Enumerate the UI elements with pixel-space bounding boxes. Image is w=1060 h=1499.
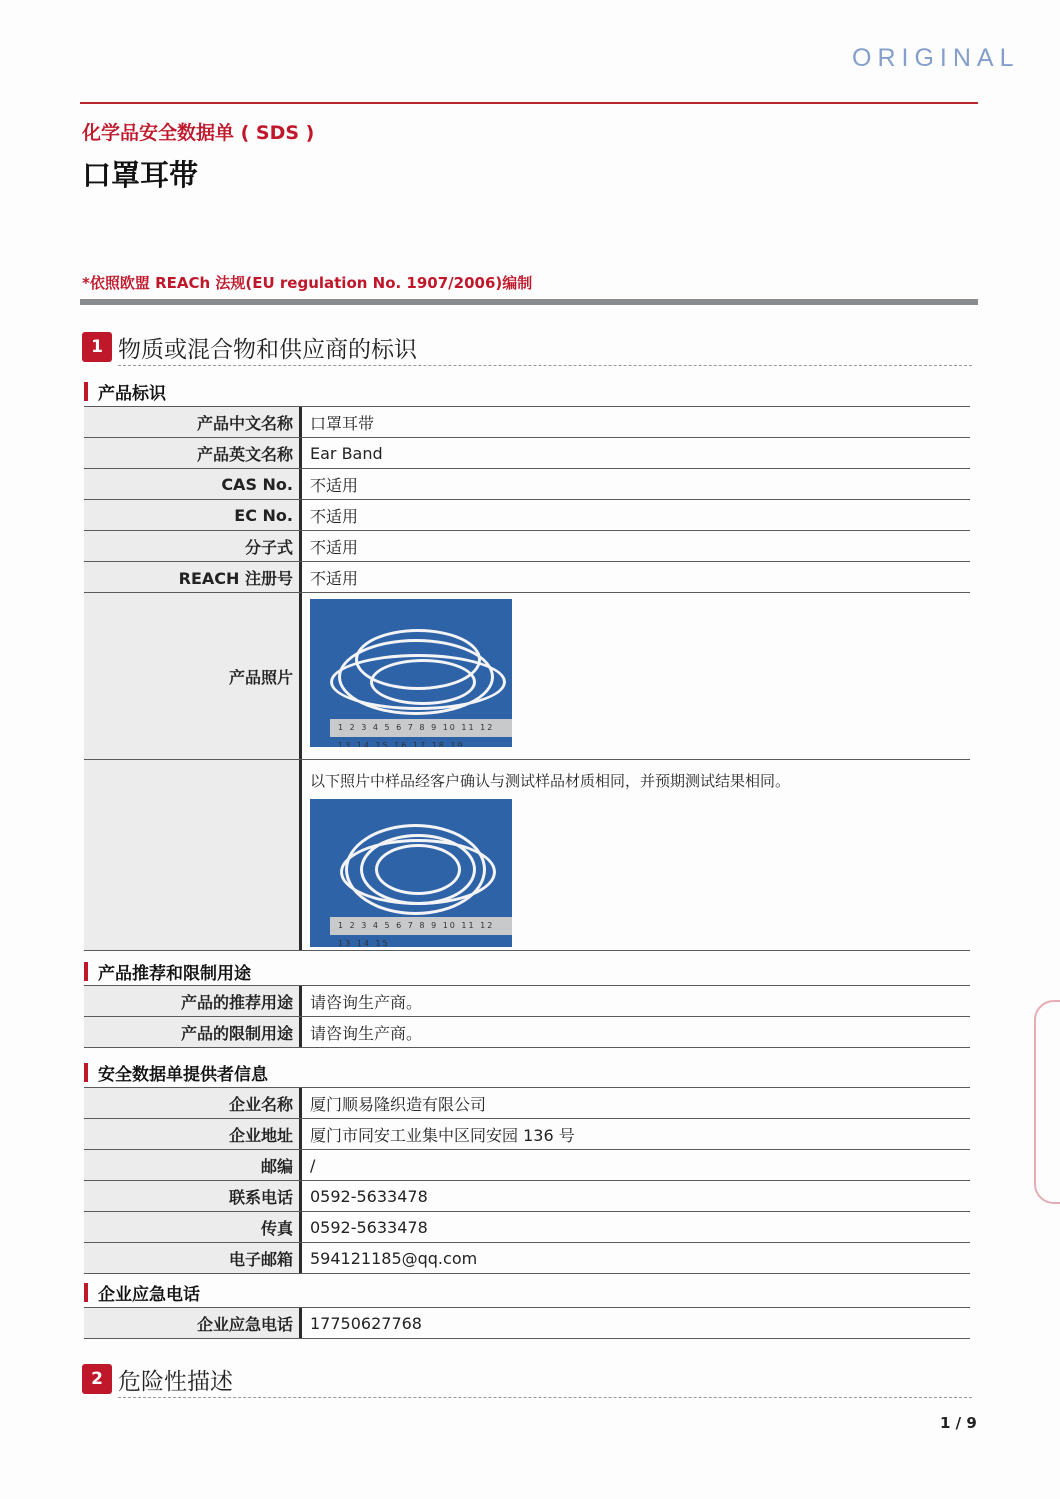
row-label: 传真 bbox=[84, 1212, 302, 1242]
header-rule bbox=[80, 102, 978, 104]
subsection-emergency bbox=[84, 1281, 200, 1303]
row-label: 分子式 bbox=[84, 531, 302, 561]
row-value: 594121185@qq.com bbox=[310, 1248, 478, 1268]
table-row-photo bbox=[84, 593, 970, 760]
row-value: 17750627768 bbox=[310, 1313, 422, 1333]
row-label: EC No. bbox=[84, 500, 302, 530]
row-value: 0592-5633478 bbox=[310, 1217, 428, 1237]
section-rule bbox=[118, 365, 972, 366]
table-row-photo bbox=[84, 760, 970, 951]
table-row bbox=[84, 1212, 970, 1243]
table-row bbox=[84, 1307, 970, 1339]
header-divider bbox=[80, 299, 978, 305]
ruler: 1 2 3 4 5 6 7 8 9 10 11 12 13 14 15 bbox=[330, 917, 512, 935]
section-title: 物质或混合物和供应商的标识 bbox=[118, 336, 417, 363]
row-value: 不适用 bbox=[310, 475, 359, 495]
table-row bbox=[84, 1087, 970, 1119]
section-title: 危险性描述 bbox=[118, 1368, 233, 1395]
table-row bbox=[84, 562, 970, 593]
page-number: 1 / 9 bbox=[940, 1414, 977, 1432]
subsection-supplier bbox=[84, 1061, 268, 1083]
section-number: 1 bbox=[82, 332, 112, 362]
row-value: / bbox=[310, 1155, 316, 1175]
seal-stamp bbox=[1034, 1000, 1060, 1204]
subsection-marker bbox=[84, 1283, 88, 1302]
emergency-table bbox=[84, 1307, 970, 1339]
subsection-marker bbox=[84, 962, 88, 981]
row-label: CAS No. bbox=[84, 469, 302, 499]
table-row bbox=[84, 1243, 970, 1274]
row-value: Ear Band bbox=[310, 443, 383, 463]
section-2-heading bbox=[82, 1364, 233, 1394]
row-value: 请咨询生产商。 bbox=[310, 1023, 423, 1043]
subsection-uses bbox=[84, 960, 251, 982]
table-row bbox=[84, 1181, 970, 1212]
row-label: 邮编 bbox=[84, 1150, 302, 1180]
subsection-marker bbox=[84, 1063, 88, 1082]
supplier-table bbox=[84, 1087, 970, 1274]
subsection-marker bbox=[84, 382, 88, 401]
row-label: 产品的限制用途 bbox=[84, 1017, 302, 1047]
row-label: 产品英文名称 bbox=[84, 438, 302, 468]
table-row bbox=[84, 469, 970, 500]
subsection-title: 安全数据单提供者信息 bbox=[98, 1064, 268, 1085]
product-photo bbox=[310, 599, 512, 747]
sample-photo bbox=[310, 799, 512, 947]
section-number: 2 bbox=[82, 1364, 112, 1394]
row-label: 企业名称 bbox=[84, 1088, 302, 1118]
row-value: 不适用 bbox=[310, 537, 359, 557]
row-label: 联系电话 bbox=[84, 1181, 302, 1211]
row-label: 电子邮箱 bbox=[84, 1243, 302, 1273]
table-row bbox=[84, 1150, 970, 1181]
row-label: 产品中文名称 bbox=[84, 407, 302, 437]
regulation-note: *依照欧盟 REACh 法规(EU regulation No. 1907/2006)编制 bbox=[82, 274, 533, 292]
product-id-table bbox=[84, 406, 970, 951]
row-value: 厦门市同安工业集中区同安园 136 号 bbox=[310, 1125, 575, 1145]
subsection-product-id bbox=[84, 380, 166, 402]
table-row bbox=[84, 406, 970, 438]
photo-note: 以下照片中样品经客户确认与测试样品材质相同，并预期测试结果相同。 bbox=[310, 772, 791, 790]
page-title: 口罩耳带 bbox=[82, 158, 199, 192]
row-value: 请咨询生产商。 bbox=[310, 992, 423, 1012]
row-label bbox=[84, 760, 302, 950]
table-row bbox=[84, 1119, 970, 1150]
section-rule bbox=[118, 1397, 972, 1398]
ruler: 1 2 3 4 5 6 7 8 9 10 11 12 13 14 15 16 17 18 19 bbox=[330, 719, 512, 737]
row-value: 口罩耳带 bbox=[310, 413, 375, 433]
subsection-title: 产品标识 bbox=[98, 383, 166, 404]
table-row bbox=[84, 500, 970, 531]
original-stamp: ORIGINAL bbox=[852, 44, 1020, 72]
uses-table bbox=[84, 985, 970, 1048]
row-value bbox=[302, 593, 970, 759]
row-label: 企业地址 bbox=[84, 1119, 302, 1149]
document-type: 化学品安全数据单 ( SDS ) bbox=[82, 122, 315, 144]
row-label: REACH 注册号 bbox=[84, 562, 302, 592]
row-value: 不适用 bbox=[310, 506, 359, 526]
subsection-title: 产品推荐和限制用途 bbox=[98, 963, 251, 984]
row-label: 产品照片 bbox=[84, 593, 302, 759]
table-row bbox=[84, 438, 970, 469]
row-value: 不适用 bbox=[310, 568, 359, 588]
subsection-title: 企业应急电话 bbox=[98, 1284, 200, 1305]
table-row bbox=[84, 985, 970, 1017]
table-row bbox=[84, 531, 970, 562]
row-label: 产品的推荐用途 bbox=[84, 986, 302, 1016]
row-value: 0592-5633478 bbox=[310, 1186, 428, 1206]
row-label: 企业应急电话 bbox=[84, 1308, 302, 1338]
row-value bbox=[302, 760, 970, 950]
section-1-heading bbox=[82, 332, 417, 362]
table-row bbox=[84, 1017, 970, 1048]
row-value: 厦门顺易隆织造有限公司 bbox=[310, 1094, 487, 1114]
